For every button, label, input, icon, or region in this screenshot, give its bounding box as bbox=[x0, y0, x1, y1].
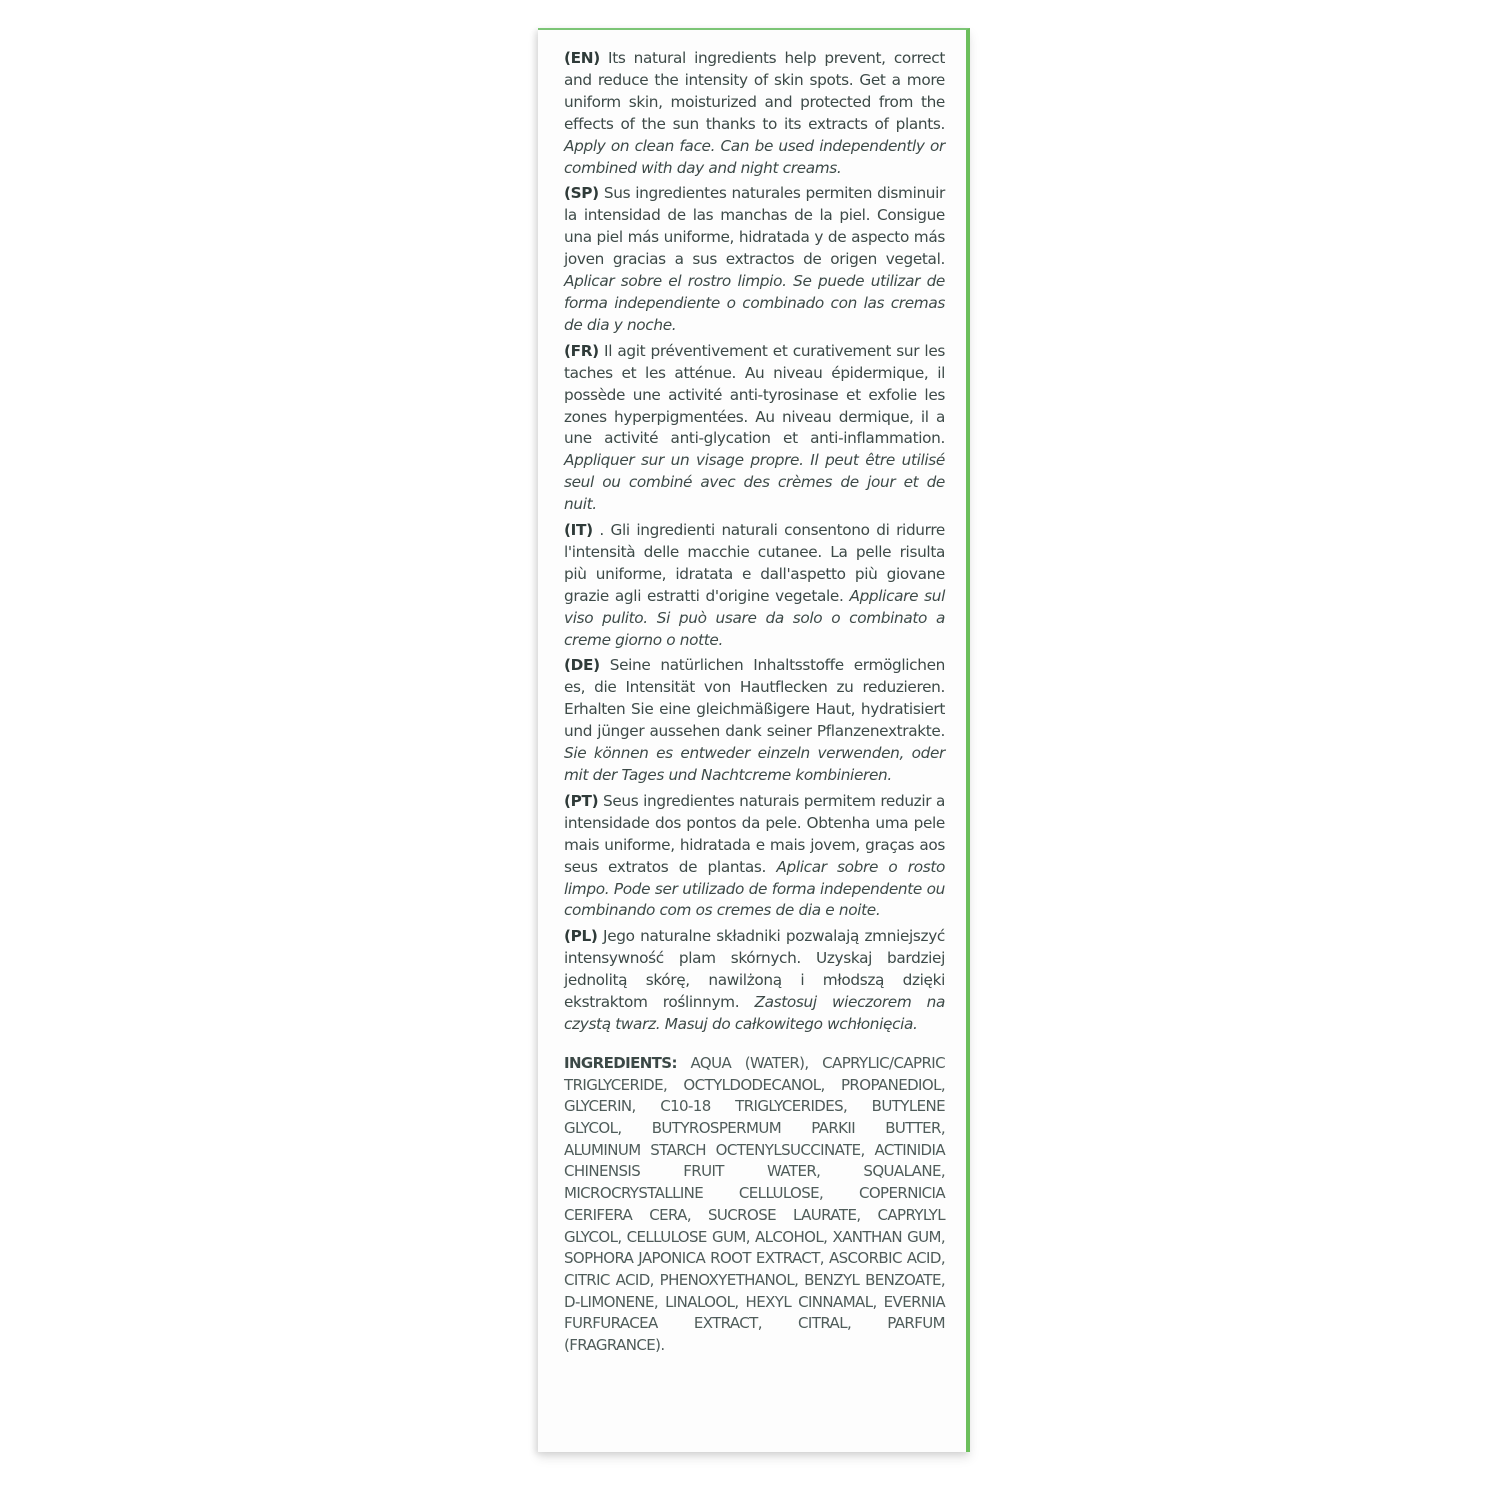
ingredients-text: AQUA (WATER), CAPRYLIC/CAPRIC TRIGLYCERIDE, OCTYLDODECANOL, PROPANEDIOL, GLYCERIN, C10-18 TRIGLYCERIDES, BUTYLENE GLYCOL, BUTYROSPERMUM PARKII BUTTER, ALUMINUM STARCH OCTENYLSUCCINATE, ACTINIDIA CHINENSIS FRUIT WATER, SQUALANE, MICROCRYSTALLINE CELLULOSE, COPERNICIA CERIFERA CERA, SUCROSE LAURATE, CAPRYLYL GLYCOL, CELLULOSE GUM, ALCOHOL, XANTHAN GUM, SOPHORA JAPONICA ROOT EXTRACT, ASCORBIC ACID, CITRIC ACID, PHENOXYETHANOL, BENZYL BENZOATE, D-LIMONENE, LINALOOL, HEXYL CINNAMAL, EVERNIA FURFURACEA EXTRACT, CITRAL, PARFUM (FRAGRANCE). bbox=[564, 1053, 945, 1355]
instructions: Apply on clean face. Can be used independently or combined with day and night creams. bbox=[564, 136, 945, 177]
instructions: Aplicar sobre o rosto limpo. Pode ser utilizado de forma independente ou combinando com os cremes de dia e noite. bbox=[564, 857, 946, 920]
label-text-block bbox=[564, 48, 945, 1361]
section-en bbox=[564, 48, 945, 179]
language-code: (PL) bbox=[564, 927, 598, 946]
description: Sus ingredientes naturales permiten disminuir la intensidad de las manchas de la piel. Consigue una piel más uniforme, hidratada y de aspecto más joven gracias a sus extractos de origen vegetal. bbox=[564, 184, 945, 269]
instructions: Appliquer sur un visage propre. Il peut être utilisé seul ou combiné avec des crèmes de jour et de nuit. bbox=[564, 451, 945, 514]
language-code: (SP) bbox=[564, 184, 599, 203]
section-sp bbox=[564, 183, 945, 336]
section-de bbox=[564, 655, 945, 786]
language-code: (EN) bbox=[564, 49, 600, 67]
description: Jego naturalne składniki pozwalają zmniejszyć intensywność plam skórnych. Uzyskaj bardziej jednolitą skórę, nawilżoną i młodszą dzięki ekstraktom roślinnym. bbox=[564, 927, 945, 1012]
instructions: Sie können es entweder einzeln verwenden, oder mit der Tages und Nachtcreme kombinieren. bbox=[564, 744, 945, 784]
description: Seine natürlichen Inhaltsstoffe ermöglichen es, die Intensität von Hautflecken zu reduzieren. Erhalten Sie eine gleichmäßigere Haut, hydratisiert und jünger aussehen dank seiner Pflanzenextrakte. bbox=[564, 656, 945, 741]
section-fr bbox=[564, 341, 945, 516]
description: Its natural ingredients help prevent, correct and reduce the intensity of skin spots. Get a more uniform skin, moisturized and protected from the effects of the sun thanks to its extracts of plants. bbox=[564, 49, 945, 133]
description: Seus ingredientes naturais permitem reduzir a intensidade dos pontos da pele. Obtenha uma pele mais uniforme, hidratada e mais jovem, graças aos seus extratos de plantas. bbox=[564, 791, 945, 876]
ingredients-list bbox=[564, 1053, 945, 1357]
instructions: Applicare sul viso pulito. Si può usare da solo o combinato a creme giorno o notte. bbox=[564, 586, 945, 649]
language-code: (PT) bbox=[564, 791, 599, 810]
section-pt bbox=[564, 791, 945, 922]
language-code: (DE) bbox=[564, 656, 600, 675]
language-code: (IT) bbox=[564, 521, 593, 540]
instructions: Zastosuj wieczorem na czystą twarz. Masuj do całkowitego wchłonięcia. bbox=[564, 993, 945, 1033]
instructions: Aplicar sobre el rostro limpio. Se puede utilizar de forma independiente o combinado con las cremas de dia y noche. bbox=[564, 272, 945, 334]
language-code: (FR) bbox=[564, 341, 599, 360]
section-it bbox=[564, 520, 945, 651]
description: . Gli ingredienti naturali consentono di ridurre l'intensità delle macchie cutanee. La pelle risulta più uniforme, idratata e dall'aspetto più giovane grazie agli estratti d'origine vegetale. bbox=[564, 521, 945, 605]
section-pl bbox=[564, 926, 945, 1036]
description: Il agit préventivement et curativement sur les taches et les atténue. Au niveau épidermique, il possède une activité anti-tyrosinase et exfolie les zones hyperpigmentées. Au niveau dermique, il a une activité anti-glycation et anti-inflammation. bbox=[564, 341, 945, 448]
ingredients-label: INGREDIENTS: bbox=[564, 1053, 677, 1072]
